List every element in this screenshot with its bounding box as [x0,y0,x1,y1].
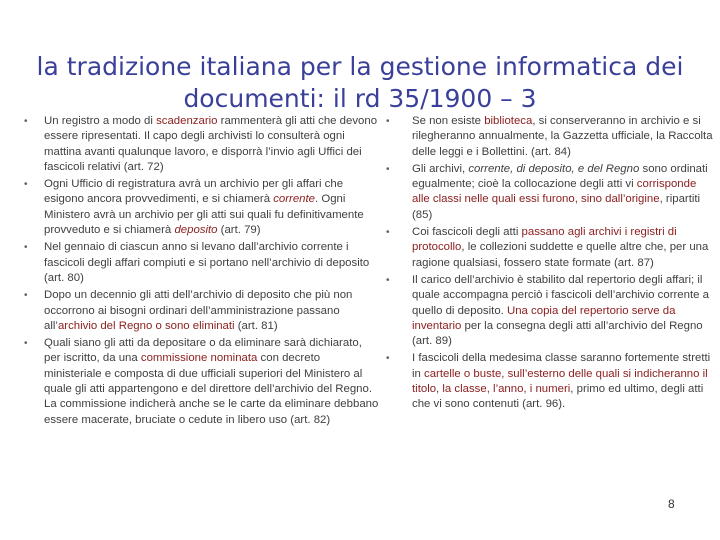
bullet-text-segment: Nel gennaio di ciascun anno si levano dall’archivio corrente i fascicoli degli affari compiuti e si portano nell’archivio di deposito (art. 80) [44,241,370,284]
bullet-text-segment: cartelle o buste, sull’esterno delle quali si indicheranno il titolo, la classe, l’anno, i numeri [412,367,708,396]
slide-title-line-1: la tradizione italiana per la gestione informatica dei [36,51,684,81]
bullet-text-segment: con decreto ministeriale e composta di due ufficiali superiori del Ministero al quale gli atti appartengono e del direttore dell’archivio del Regno. La commissione indicherà anche se le carte da eliminare debbano essere macerate, bruciate o cedute in libero uso (art. 82) [44,352,379,426]
bullet-item [380,273,714,349]
right-bullet-list [380,114,714,413]
bullet-text-segment: Se non esiste [412,115,485,127]
bullet-text-segment: . Ogni Ministero avrà un archivio per gli atti sui quali fu definitivamente provveduto e si chiamerà [44,193,364,237]
bullet-item [380,351,714,412]
bullet-text-segment: Il carico dell’archivio è stabilito dal repertorio degli affari; il quale accompagna perciò i fascicoli dell’archivio corrente a quello di deposito. [412,273,709,317]
bullet-item [380,162,714,223]
right-column [380,114,714,415]
bullet-text-segment: rammenterà gli atti che devono essere ripresentati. Il capo degli archivisti lo consulterà ogni mattina avanti qualunque lavoro, e disporrà l’invio agli Uffici dei fascicoli relativi (art. 72) [44,115,378,173]
bullet-text-segment: , le collezioni suddette e quelle altre che, per una ragione qualsiasi, fossero state formate (art. 87) [412,241,709,269]
bullet-text-segment: passano agli archivi i registri di protocollo [412,226,677,254]
bullet-text-segment: deposito [174,224,218,237]
bullet-text-segment: corrente [273,193,315,206]
slide-title [30,51,690,115]
bullet-text-segment: Gli archivi, [412,162,469,175]
bullet-item [380,114,714,160]
bullet-text-segment: Quali siano gli atti da depositare o da eliminare sarà dichiarato, per iscritto, da una [44,337,362,365]
left-bullet-list [24,114,380,428]
bullet-item [24,114,380,175]
bullet-text-segment: corrisponde alle classi nelle quali essi furono, sino dall’origine [412,178,697,206]
bullet-text-segment: , ripartiti (85) [412,193,701,221]
page-number: 8 [668,497,675,511]
bullet-text-segment: per la consegna degli atti all’archivio del Regno (art. 89) [412,319,703,348]
bullet-text-segment: (art. 81) [234,319,278,332]
bullet-text-segment: Ogni Ufficio di registratura avrà un archivio per gli affari che esigono ancora provvedimenti, e si chiamerà [44,178,344,206]
bullet-text-segment: Coi fascicoli degli atti [412,226,522,239]
bullet-text-segment: , si conserveranno in archivio e si rilegheranno annualmente, la Gazzetta ufficiale, la Raccolta delle leggi e i Bollettini. (art. 84) [412,115,713,158]
left-column [24,114,380,430]
bullet-text-segment: commissione nominata [140,352,258,365]
bullet-text-segment: sono ordinati egualmente; cioè la collocazione degli atti vi [412,162,708,191]
bullet-text-segment: archivio del Regno o sono eliminati [57,319,235,332]
bullet-item [24,177,380,238]
slide-title-line-2: documenti: il rd 35/1900 – 3 [183,83,537,113]
bullet-text-segment: corrente, di deposito, e del Regno [468,162,640,175]
bullet-text-segment: (art. 79) [217,224,261,237]
bullet-item [24,288,380,334]
bullet-text-segment: I fascicoli della medesima classe saranno fortemente stretti in [412,352,711,380]
bullet-text-segment: Dopo un decennio gli atti dell’archivio di deposito che più non occorrono ai bisogni ordinari dell’amministrazione passano all’ [44,289,353,332]
bullet-text-segment: , primo ed ultimo, degli atti che vi sono contenuti (art. 96). [412,383,704,411]
bullet-text-segment: biblioteca [484,115,533,127]
bullet-text-segment: Un registro a modo di [44,115,157,127]
bullet-item [24,240,380,286]
bullet-text-segment: Una copia del repertorio serve da inventario [412,304,676,332]
bullet-item [380,225,714,271]
bullet-text-segment: scadenzario [156,115,218,127]
bullet-item [24,336,380,428]
